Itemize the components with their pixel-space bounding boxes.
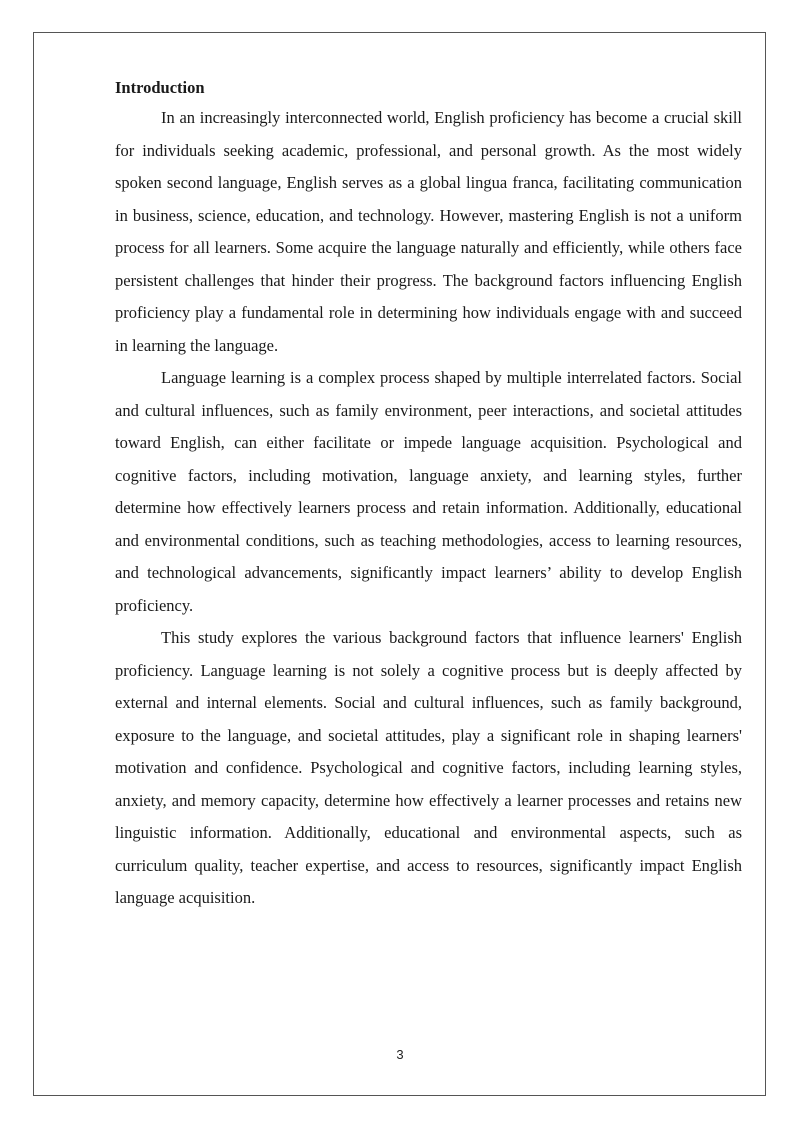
- section-heading: Introduction: [115, 78, 205, 97]
- document-body: [115, 74, 742, 915]
- paragraph-1: In an increasingly interconnected world, English proficiency has become a crucial skill for individuals seeking academic, professional, and personal growth. As the most widely spoken second language, English serves as a global lingua franca, facilitating communication in business, science, education, and technology. However, mastering English is not a uniform process for all learners. Some acquire the language naturally and efficiently, while others face persistent challenges that hinder their progress. The background factors influencing English proficiency play a fundamental role in determining how individuals engage with and succeed in learning the language.: [115, 108, 742, 355]
- page-number: 3: [396, 1047, 404, 1062]
- paragraph-2: Language learning is a complex process shaped by multiple interrelated factors. Social and cultural influences, such as family environment, peer interactions, and societal attitudes toward English, can either facilitate or impede language acquisition. Psychological and cognitive factors, including motivation, language anxiety, and learning styles, further determine how effectively learners process and retain information. Additionally, educational and environmental conditions, such as teaching methodologies, access to learning resources, and technological advancements, significantly impact learners’ ability to develop English proficiency.: [115, 368, 742, 615]
- paragraph-3: This study explores the various background factors that influence learners' English proficiency. Language learning is not solely a cognitive process but is deeply affected by external and internal elements. Social and cultural influences, such as family background, exposure to the language, and societal attitudes, play a significant role in shaping learners' motivation and confidence. Psychological and cognitive factors, including learning styles, anxiety, and memory capacity, determine how effectively a learner processes and retains new linguistic information. Additionally, educational and environmental aspects, such as curriculum quality, teacher expertise, and access to resources, significantly impact English language acquisition.: [115, 628, 742, 907]
